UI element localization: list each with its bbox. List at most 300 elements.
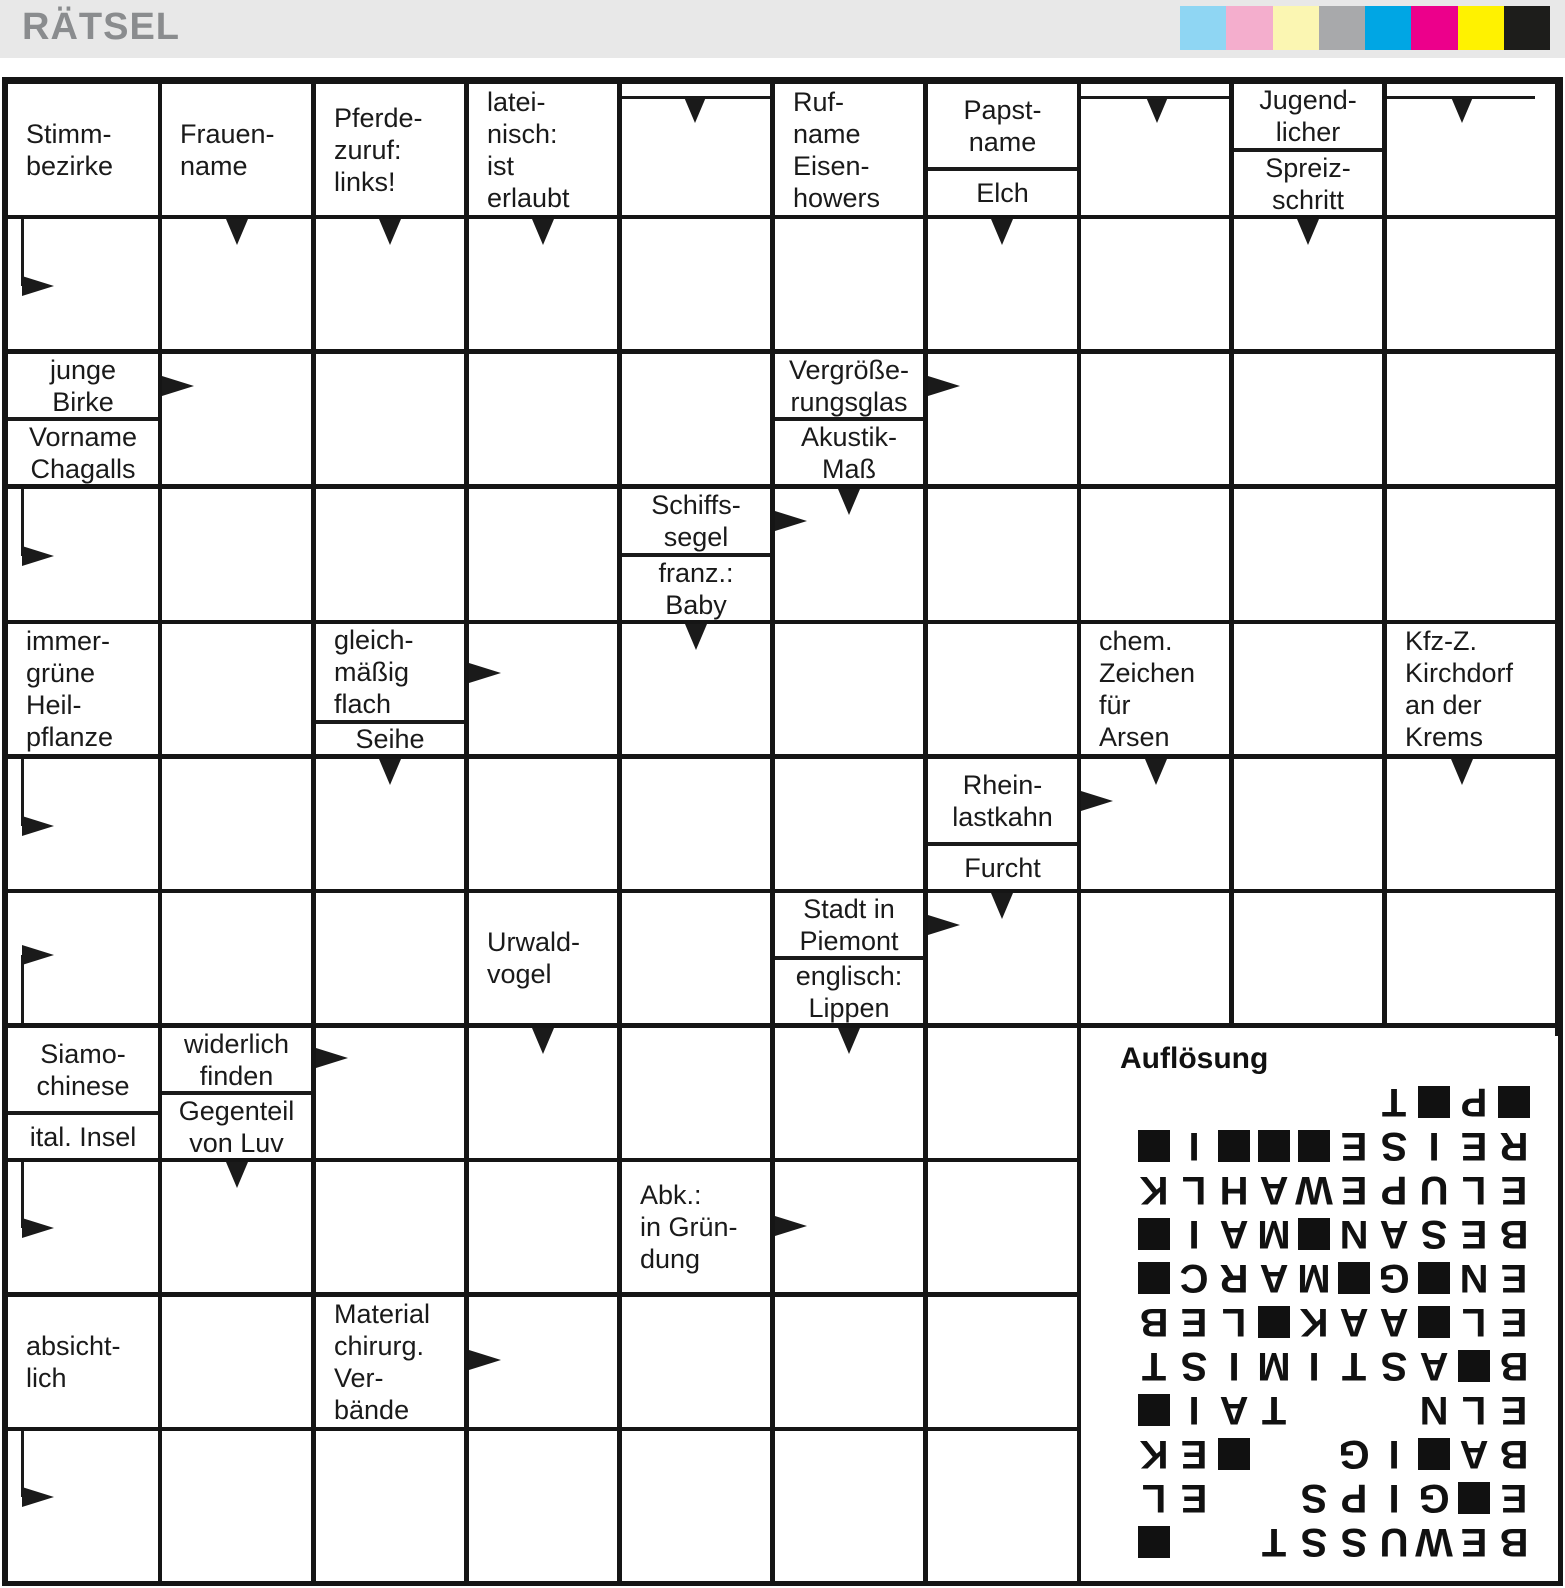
- solution-letter: R: [1219, 1256, 1249, 1300]
- clue-urwaldvogel: [469, 893, 617, 1023]
- arrow-right-icon: [775, 1216, 807, 1236]
- grid-cell[interactable]: [622, 354, 770, 484]
- grid-cell[interactable]: [316, 489, 464, 620]
- solution-letter: I: [1188, 1124, 1200, 1168]
- clue-line: chem.: [1099, 626, 1173, 656]
- grid-cell[interactable]: [1234, 354, 1382, 484]
- solution-letter: I: [1388, 1432, 1400, 1476]
- solution-black-square: [1294, 1124, 1334, 1168]
- clue-line: name: [968, 126, 1037, 157]
- clue-franz-baby: [622, 557, 770, 620]
- grid-cell[interactable]: [1234, 893, 1382, 1023]
- grid-cell[interactable]: [1234, 759, 1382, 889]
- clue-line: franz.:: [658, 557, 734, 588]
- arrow-down-icon: [1145, 759, 1167, 785]
- solution-letter: S: [1180, 1344, 1208, 1388]
- clue-line: grüne: [26, 658, 96, 688]
- clue-line: Krems: [1405, 722, 1484, 752]
- arrow-down-icon: [226, 1162, 248, 1188]
- clue-furcht: [928, 846, 1077, 889]
- clue-line: Stimm-: [26, 118, 112, 149]
- solution-letter: G: [1378, 1256, 1410, 1300]
- arrow-stem: [1081, 96, 1229, 99]
- clue-stadt-piemont: [775, 893, 923, 956]
- clue-line: widerlich: [183, 1028, 290, 1059]
- arrow-down-icon: [226, 219, 248, 245]
- clue-line: an der: [1405, 690, 1482, 720]
- solution-black-square: [1254, 1300, 1294, 1344]
- solution-letter: K: [1139, 1432, 1169, 1476]
- solution-letter: G: [1338, 1432, 1370, 1476]
- arrow-down-icon: [379, 219, 401, 245]
- clue-line: name: [793, 118, 861, 149]
- solution-letter: B: [1139, 1300, 1169, 1344]
- grid-cell[interactable]: [469, 354, 617, 484]
- solution-letter: H: [1219, 1168, 1249, 1212]
- solution-letter: N: [1459, 1256, 1489, 1300]
- clue-line: Schiffs-: [651, 490, 741, 520]
- arrow-down-icon: [1297, 219, 1319, 245]
- solution-letter: M: [1257, 1344, 1291, 1388]
- solution-letter: P: [1340, 1476, 1368, 1520]
- clue-line: Stadt in: [803, 893, 895, 924]
- solution-letter: A: [1379, 1300, 1409, 1344]
- arrow-right-icon: [22, 816, 54, 836]
- clue-divider: [8, 1111, 158, 1115]
- solution-black-square: [1414, 1256, 1454, 1300]
- solution-letter: U: [1419, 1168, 1449, 1212]
- clue-line: Jugend-: [1259, 85, 1357, 115]
- clue-gegenteil-luv: [162, 1095, 311, 1158]
- clue-line: Rhein-: [962, 769, 1043, 800]
- color-swatch: [1273, 6, 1319, 50]
- solution-letter: N: [1339, 1212, 1369, 1256]
- clue-divider: [316, 720, 464, 724]
- clue-line: ist: [487, 150, 514, 181]
- page-title: RÄTSEL: [22, 6, 180, 48]
- clue-akustikmass: [775, 421, 923, 484]
- grid-cell[interactable]: [316, 1431, 464, 1581]
- clue-line: Eisen-: [793, 150, 870, 181]
- solution-title: Auflösung: [1120, 1042, 1269, 1075]
- solution-letter: A: [1259, 1168, 1289, 1212]
- solution-letter: B: [1499, 1212, 1529, 1256]
- grid-cell[interactable]: [469, 1431, 617, 1581]
- solution-letter: A: [1339, 1300, 1369, 1344]
- color-swatch: [1319, 6, 1365, 50]
- grid-cell[interactable]: [928, 354, 1077, 484]
- solution-letter: S: [1300, 1520, 1328, 1564]
- solution-letter: L: [1461, 1388, 1487, 1432]
- grid-cell[interactable]: [1081, 489, 1229, 620]
- solution-letter: I: [1388, 1476, 1400, 1520]
- clue-line: chinese: [36, 1070, 130, 1101]
- clue-line: lich: [26, 1363, 67, 1393]
- clue-spreizschritt: [1234, 152, 1382, 215]
- grid-cell[interactable]: [1387, 354, 1555, 484]
- solution-letter: E: [1180, 1432, 1208, 1476]
- clue-gleichmaessig: [316, 624, 464, 720]
- grid-cell[interactable]: [162, 1297, 311, 1427]
- grid-cell[interactable]: [1081, 219, 1229, 349]
- clue-line: mäßig: [334, 657, 410, 687]
- solution-letter: E: [1500, 1300, 1528, 1344]
- arrow-right-icon: [928, 915, 960, 935]
- clue-line: Piemont: [799, 925, 899, 956]
- color-swatch: [1458, 6, 1504, 50]
- solution-letter: W: [1415, 1520, 1453, 1564]
- grid-cell[interactable]: [928, 1431, 1077, 1581]
- clue-line: rungsglas: [790, 386, 908, 417]
- grid-cell[interactable]: [162, 489, 311, 620]
- grid-cell[interactable]: [622, 759, 770, 889]
- solution-letter: E: [1180, 1476, 1208, 1520]
- solution-letter: [1374, 1388, 1414, 1432]
- header-bar: [0, 0, 1565, 58]
- grid-cell[interactable]: [928, 489, 1077, 620]
- grid-cell[interactable]: [1387, 489, 1555, 620]
- solution-letter: N: [1419, 1388, 1449, 1432]
- solution-letter: T: [1261, 1520, 1287, 1564]
- clue-line: bände: [334, 1395, 410, 1425]
- clue-line: Baby: [665, 589, 727, 620]
- clue-line: name: [180, 150, 248, 181]
- clue-line: Elch: [976, 178, 1029, 208]
- solution-black-square: [1134, 1388, 1174, 1432]
- solution-letter: I: [1228, 1344, 1240, 1388]
- solution-black-square: [1334, 1256, 1374, 1300]
- solution-letter: B: [1499, 1432, 1529, 1476]
- arrow-down-icon: [379, 759, 401, 785]
- arrow-down-icon: [1146, 97, 1168, 123]
- arrow-right-icon: [928, 376, 960, 396]
- clue-line: Pferde-: [334, 102, 423, 133]
- grid-cell[interactable]: [775, 759, 923, 889]
- clue-line: Urwald-: [487, 927, 581, 957]
- arrow-down-icon: [1451, 97, 1473, 123]
- arrow-down-icon: [685, 624, 707, 650]
- arrow-right-icon: [469, 663, 501, 683]
- solution-letter: E: [1500, 1168, 1528, 1212]
- clue-seihe: [316, 724, 464, 754]
- grid-cell[interactable]: [1234, 489, 1382, 620]
- solution-letter: U: [1379, 1520, 1409, 1564]
- grid-cell[interactable]: [928, 1297, 1077, 1427]
- solution-letter: E: [1500, 1256, 1528, 1300]
- clue-line: latei-: [487, 86, 546, 117]
- grid-cell[interactable]: [622, 1028, 770, 1158]
- solution-letter: P: [1380, 1168, 1408, 1212]
- clue-line: gleich-: [334, 625, 414, 655]
- clue-papstname: [928, 84, 1077, 167]
- clue-line: nisch:: [487, 118, 558, 149]
- solution-letter: E: [1460, 1520, 1488, 1564]
- clue-line: in Grün-: [640, 1212, 738, 1242]
- solution-letter: P: [1460, 1080, 1488, 1124]
- solution-letter: B: [1499, 1520, 1529, 1564]
- color-swatch: [1365, 6, 1411, 50]
- clue-divider: [622, 553, 770, 557]
- clue-absichtlich: [8, 1297, 158, 1427]
- clue-line: Lippen: [808, 992, 890, 1023]
- solution-letter: L: [1461, 1300, 1487, 1344]
- solution-letter: I: [1188, 1212, 1200, 1256]
- clue-divider: [928, 167, 1077, 171]
- clue-heilpflanze: [8, 624, 158, 754]
- solution-black-square: [1414, 1300, 1454, 1344]
- clue-line: Arsen: [1099, 722, 1170, 752]
- clue-line: von Luv: [189, 1127, 284, 1158]
- grid-cell[interactable]: [162, 893, 311, 1023]
- solution-grid: [1120, 1080, 1534, 1564]
- solution-letter: [1334, 1388, 1374, 1432]
- arrow-stem: [622, 96, 770, 99]
- solution-letter: E: [1460, 1124, 1488, 1168]
- clue-ital-insel: [8, 1115, 158, 1158]
- clue-line: Abk.:: [640, 1180, 702, 1210]
- grid-cell[interactable]: [316, 893, 464, 1023]
- solution-letter: K: [1139, 1168, 1169, 1212]
- clue-frauenname: [162, 84, 311, 215]
- arrow-down-icon: [838, 1028, 860, 1054]
- clue-divider: [928, 842, 1077, 846]
- solution-letter: T: [1381, 1080, 1407, 1124]
- grid-cell[interactable]: [622, 1297, 770, 1427]
- grid-cell[interactable]: [316, 354, 464, 484]
- clue-divider: [162, 1091, 311, 1095]
- arrow-down-icon: [1451, 759, 1473, 785]
- clue-widerlich: [162, 1028, 311, 1091]
- grid-cell[interactable]: [622, 219, 770, 349]
- solution-letter: A: [1219, 1388, 1249, 1432]
- clue-line: Furcht: [964, 852, 1041, 883]
- grid-cell[interactable]: [775, 1297, 923, 1427]
- clue-line: Ver-: [334, 1363, 384, 1393]
- grid-cell[interactable]: [622, 893, 770, 1023]
- arrow-right-icon: [469, 1350, 501, 1370]
- clue-line: Chagalls: [30, 453, 136, 484]
- arrow-right-icon: [22, 1218, 54, 1238]
- clue-abk-gruendung: [622, 1162, 770, 1292]
- clue-englisch-lippen: [775, 960, 923, 1023]
- arrow-right-icon: [775, 511, 807, 531]
- solution-letter: M: [1257, 1212, 1291, 1256]
- grid-cell[interactable]: [775, 219, 923, 349]
- arrow-right-icon: [162, 376, 194, 396]
- clue-line: Vergröße-: [788, 354, 910, 385]
- clue-line: chirurg.: [334, 1331, 425, 1361]
- grid-cell[interactable]: [162, 759, 311, 889]
- clue-line: Frauen-: [180, 118, 275, 149]
- solution-black-square: [1294, 1212, 1334, 1256]
- clue-line: Kirchdorf: [1405, 658, 1514, 688]
- solution-letter: R: [1499, 1124, 1529, 1168]
- arrow-right-icon: [22, 1487, 54, 1507]
- clue-stimmbezirke: [8, 84, 158, 215]
- grid-cell[interactable]: [162, 624, 311, 754]
- clue-line: junge: [49, 354, 117, 385]
- solution-letter: B: [1499, 1344, 1529, 1388]
- clue-line: lastkahn: [952, 801, 1053, 832]
- solution-letter: L: [1221, 1300, 1247, 1344]
- solution-letter: T: [1141, 1344, 1167, 1388]
- solution-letter: [1214, 1476, 1254, 1520]
- clue-kfz: [1387, 624, 1555, 754]
- grid-cell[interactable]: [162, 354, 311, 484]
- grid-cell[interactable]: [928, 1028, 1077, 1158]
- solution-letter: L: [1141, 1476, 1167, 1520]
- solution-letter: [1174, 1520, 1214, 1564]
- solution-letter: [1214, 1520, 1254, 1564]
- solution-letter: [1254, 1476, 1294, 1520]
- clue-line: ital. Insel: [29, 1121, 137, 1152]
- solution-letter: L: [1461, 1168, 1487, 1212]
- clue-line: erlaubt: [487, 182, 570, 213]
- solution-black-square: [1414, 1432, 1454, 1476]
- clue-line: Zeichen: [1099, 658, 1196, 688]
- solution-letter: I: [1308, 1344, 1320, 1388]
- grid-cell[interactable]: [775, 1431, 923, 1581]
- clue-line: zuruf:: [334, 134, 402, 165]
- clue-line: englisch:: [795, 960, 903, 991]
- solution-letter: W: [1295, 1168, 1333, 1212]
- grid-cell[interactable]: [316, 1162, 464, 1292]
- solution-letter: M: [1297, 1256, 1331, 1300]
- clue-line: Siamo-: [40, 1038, 126, 1069]
- arrow-right-icon: [22, 546, 54, 566]
- clue-line: Maß: [822, 453, 876, 484]
- grid-cell[interactable]: [162, 1431, 311, 1581]
- solution-letter: G: [1418, 1476, 1450, 1520]
- solution-letter: A: [1259, 1256, 1289, 1300]
- arrow-stem: [1387, 96, 1535, 99]
- grid-cell[interactable]: [1081, 354, 1229, 484]
- grid-cell[interactable]: [469, 759, 617, 889]
- clue-line: vogel: [487, 959, 552, 989]
- clue-line: Kfz-Z.: [1405, 626, 1477, 656]
- clue-line: schritt: [1271, 184, 1344, 215]
- clue-line: Vorname: [28, 421, 138, 452]
- solution-letter: C: [1179, 1256, 1209, 1300]
- grid-cell[interactable]: [928, 1162, 1077, 1292]
- clue-divider: [1234, 148, 1382, 152]
- clue-schiffssegel: [622, 489, 770, 553]
- clue-vergroesserungsglas: [775, 354, 923, 417]
- clue-line: Gegenteil: [178, 1095, 295, 1126]
- clue-lateinisch: [469, 84, 617, 215]
- solution-letter: T: [1261, 1388, 1287, 1432]
- solution-black-square: [1214, 1124, 1254, 1168]
- clue-line: segel: [663, 522, 729, 552]
- clue-vorname-chagalls: [8, 421, 158, 484]
- solution-letter: E: [1340, 1168, 1368, 1212]
- solution-letter: T: [1341, 1344, 1367, 1388]
- solution-black-square: [1454, 1476, 1494, 1520]
- clue-line: Heil-: [26, 690, 82, 720]
- arrow-right-icon: [22, 945, 54, 965]
- solution-letter: [1294, 1432, 1334, 1476]
- solution-black-square: [1254, 1124, 1294, 1168]
- arrow-down-icon: [532, 1028, 554, 1054]
- solution-letter: E: [1500, 1476, 1528, 1520]
- clue-line: bezirke: [26, 150, 114, 181]
- solution-black-square: [1454, 1344, 1494, 1388]
- clue-jugendlicher: [1234, 84, 1382, 148]
- clue-junge-birke: [8, 354, 158, 417]
- solution-black-square: [1134, 1256, 1174, 1300]
- solution-letter: S: [1380, 1344, 1408, 1388]
- clue-line: Seihe: [355, 724, 425, 754]
- solution-letter: L: [1181, 1168, 1207, 1212]
- grid-cell[interactable]: [1234, 624, 1382, 754]
- grid-cell[interactable]: [775, 624, 923, 754]
- grid-cell[interactable]: [1387, 219, 1555, 349]
- color-swatch: [1504, 6, 1550, 50]
- clue-line: dung: [640, 1244, 701, 1274]
- solution-letter: A: [1419, 1344, 1449, 1388]
- clue-siamochinese: [8, 1028, 158, 1111]
- grid-cell[interactable]: [469, 624, 617, 754]
- clue-material: [316, 1297, 464, 1427]
- color-swatch: [1226, 6, 1272, 50]
- solution-letter: S: [1340, 1520, 1368, 1564]
- grid-cell[interactable]: [469, 489, 617, 620]
- clue-line: Papst-: [963, 94, 1042, 125]
- arrow-down-icon: [991, 893, 1013, 919]
- solution-letter: E: [1180, 1300, 1208, 1344]
- clue-line: pflanze: [26, 722, 114, 752]
- solution-letter: A: [1459, 1432, 1489, 1476]
- clue-line: flach: [334, 689, 392, 719]
- arrow-down-icon: [684, 97, 706, 123]
- clue-line: howers: [793, 182, 881, 213]
- solution-letter: K: [1299, 1300, 1329, 1344]
- clue-line: Birke: [52, 386, 114, 417]
- grid-cell[interactable]: [622, 1431, 770, 1581]
- clue-line: immer-: [26, 626, 110, 656]
- solution-letter: E: [1460, 1212, 1488, 1256]
- solution-black-square: [1214, 1432, 1254, 1476]
- solution-letter: S: [1300, 1476, 1328, 1520]
- solution-black-square: [1134, 1124, 1174, 1168]
- clue-line: licher: [1275, 117, 1341, 147]
- solution-letter: S: [1380, 1124, 1408, 1168]
- solution-letter: E: [1500, 1388, 1528, 1432]
- clue-line: Akustik-: [800, 421, 898, 452]
- clue-line: links!: [334, 166, 396, 197]
- arrow-down-icon: [991, 219, 1013, 245]
- clue-rufname: [775, 84, 923, 215]
- arrow-right-icon: [316, 1048, 348, 1068]
- arrow-down-icon: [838, 489, 860, 515]
- clue-arsen: [1081, 624, 1229, 754]
- solution-letter: I: [1188, 1388, 1200, 1432]
- clue-line: Spreiz-: [1265, 152, 1351, 183]
- grid-cell[interactable]: [469, 1162, 617, 1292]
- clue-line: für: [1099, 690, 1131, 720]
- grid-cell[interactable]: [1081, 893, 1229, 1023]
- grid-cell[interactable]: [928, 624, 1077, 754]
- color-swatch: [1411, 6, 1457, 50]
- color-swatch: [1180, 6, 1226, 50]
- solution-panel: [1092, 1036, 1558, 1581]
- clue-line: absicht-: [26, 1331, 121, 1361]
- solution-letter: A: [1379, 1212, 1409, 1256]
- solution-letter: [1294, 1388, 1334, 1432]
- clue-pferdezuruf: [316, 84, 464, 215]
- grid-cell[interactable]: [1387, 893, 1555, 1023]
- clue-divider: [8, 417, 158, 421]
